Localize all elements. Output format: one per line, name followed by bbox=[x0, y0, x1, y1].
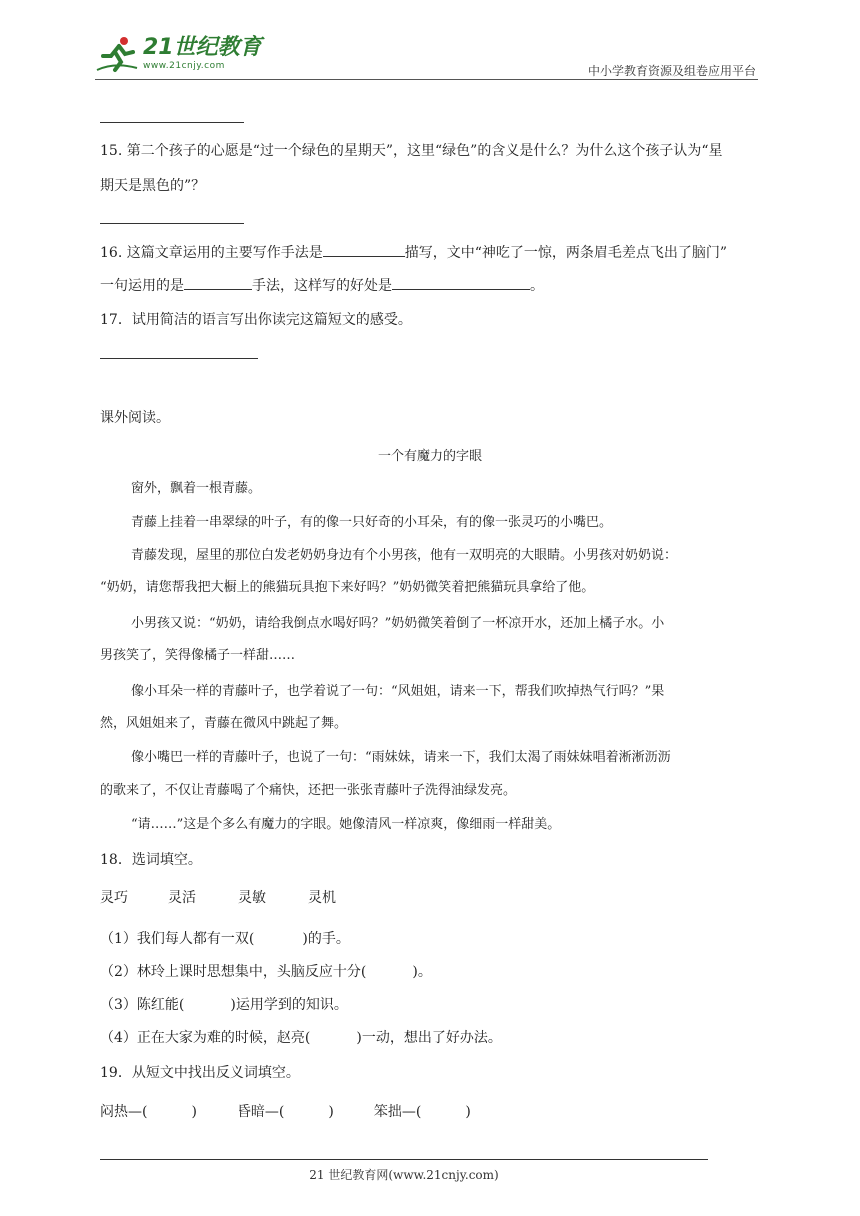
article-para-4-line1: 小男孩又说：“奶奶，请给我倒点水喝好吗？”奶奶微笑着倒了一杯凉开水，还加上橘子水。小 bbox=[131, 616, 665, 631]
answer-line-17 bbox=[100, 358, 258, 359]
article-para-6-line1: 像小嘴巴一样的青藤叶子，也说了一句：“雨妹妹，请来一下，我们太渴了雨妹妹唱着淅淅沥沥 bbox=[131, 750, 671, 765]
antonym-2-prompt: 昏暗—( bbox=[236, 1104, 285, 1120]
q16-text-b: 描写，文中“神吃了一惊，两条眉毛差点飞出了脑门” bbox=[404, 245, 728, 261]
q16-text-c: 一句运用的是 bbox=[100, 278, 184, 294]
answer-line-15 bbox=[100, 223, 244, 224]
word-option-3: 灵敏 bbox=[238, 890, 266, 906]
answer-line-14 bbox=[100, 122, 244, 123]
page-footer: 21 世纪教育网(www.21cnjy.com) bbox=[309, 1168, 499, 1182]
q19-antonym-row bbox=[100, 1102, 471, 1122]
q18-s4-text-a: （4）正在大家为难的时候，赵亮( bbox=[100, 1030, 311, 1046]
runner-logo-icon bbox=[95, 34, 139, 74]
q15-line2: 期天是黑色的”？ bbox=[100, 178, 206, 194]
antonym-3-close: ) bbox=[465, 1104, 471, 1120]
article-para-1: 窗外，飘着一根青藤。 bbox=[131, 481, 262, 496]
q18-s4-text-b: )一动，想出了好办法。 bbox=[356, 1030, 502, 1046]
q16-line1 bbox=[100, 242, 727, 263]
q18-sentence-1 bbox=[100, 929, 350, 949]
article-para-4-line2: 男孩笑了，笑得像橘子一样甜…… bbox=[100, 648, 296, 663]
header-tagline: 中小学教育资源及组卷应用平台 bbox=[587, 64, 756, 78]
q18-sentence-4 bbox=[100, 1028, 502, 1048]
q17-prompt: 17．试用简洁的语言写出你读完这篇短文的感受。 bbox=[100, 312, 412, 328]
antonym-2-close: ) bbox=[328, 1104, 334, 1120]
article-para-6-line2: 的歌来了，不仅让青藤喝了个痛快，还把一张张青藤叶子洗得油绿发亮。 bbox=[100, 783, 517, 798]
q15-line1: 15. 第二个孩子的心愿是“过一个绿色的星期天”，这里“绿色”的含义是什么？为什么这个孩子认为“星 bbox=[100, 143, 723, 159]
word-option-1: 灵巧 bbox=[100, 890, 128, 906]
header-divider bbox=[95, 79, 758, 80]
q18-s1-text-b: )的手。 bbox=[302, 931, 350, 947]
footer-divider bbox=[100, 1159, 708, 1160]
q18-word-bank bbox=[100, 888, 372, 908]
q16-blank-2[interactable] bbox=[184, 275, 252, 290]
logo-url: www.21cnjy.com bbox=[143, 61, 225, 71]
section-label: 课外阅读。 bbox=[100, 410, 170, 426]
article-para-2: 青藤上挂着一串翠绿的叶子，有的像一只好奇的小耳朵，有的像一张灵巧的小嘴巴。 bbox=[131, 515, 613, 530]
q16-text-d: 手法，这样写的好处是 bbox=[252, 278, 392, 294]
q18-title: 18．选词填空。 bbox=[100, 852, 202, 868]
q18-s2-text-a: （2）林玲上课时思想集中，头脑反应十分( bbox=[100, 964, 367, 980]
q18-s3-text-a: （3）陈红能( bbox=[100, 997, 185, 1013]
article-para-7: “请……”这是个多么有魔力的字眼。她像清风一样凉爽，像细雨一样甜美。 bbox=[131, 817, 561, 832]
q18-s3-text-b: )运用学到的知识。 bbox=[230, 997, 348, 1013]
page-header bbox=[95, 34, 758, 80]
article-para-5-line2: 然，风姐姐来了，青藤在微风中跳起了舞。 bbox=[100, 716, 348, 731]
q19-title: 19．从短文中找出反义词填空。 bbox=[100, 1065, 300, 1081]
q18-s2-text-b: )。 bbox=[412, 964, 432, 980]
antonym-1-prompt: 闷热—( bbox=[100, 1104, 148, 1120]
q16-blank-1[interactable] bbox=[323, 242, 405, 257]
logo-title: 21世纪教育 bbox=[143, 35, 262, 60]
q18-s1-text-a: （1）我们每人都有一双( bbox=[100, 931, 255, 947]
word-option-2: 灵活 bbox=[168, 890, 196, 906]
article-para-5-line1: 像小耳朵一样的青藤叶子，也学着说了一句：“风姐姐，请来一下，帮我们吹掉热气行吗？”果 bbox=[131, 684, 665, 699]
antonym-3-prompt: 笨拙—( bbox=[373, 1104, 422, 1120]
article-para-3-line1: 青藤发现，屋里的那位白发老奶奶身边有个小男孩，他有一双明亮的大眼睛。小男孩对奶奶说： bbox=[131, 548, 678, 563]
q16-text-a: 16. 这篇文章运用的主要写作手法是 bbox=[100, 245, 323, 261]
word-option-4: 灵机 bbox=[308, 890, 336, 906]
q16-text-e: 。 bbox=[530, 278, 544, 294]
article-para-3-line2: “奶奶，请您帮我把大橱上的熊猫玩具抱下来好吗？”奶奶微笑着把熊猫玩具拿给了他。 bbox=[100, 580, 595, 595]
q16-line2 bbox=[100, 275, 544, 296]
q18-sentence-2 bbox=[100, 962, 432, 982]
q18-sentence-3 bbox=[100, 995, 348, 1015]
antonym-1-close: ) bbox=[191, 1104, 197, 1120]
q16-blank-3[interactable] bbox=[392, 275, 530, 290]
article-title: 一个有魔力的字眼 bbox=[377, 449, 482, 464]
site-logo bbox=[95, 34, 262, 74]
